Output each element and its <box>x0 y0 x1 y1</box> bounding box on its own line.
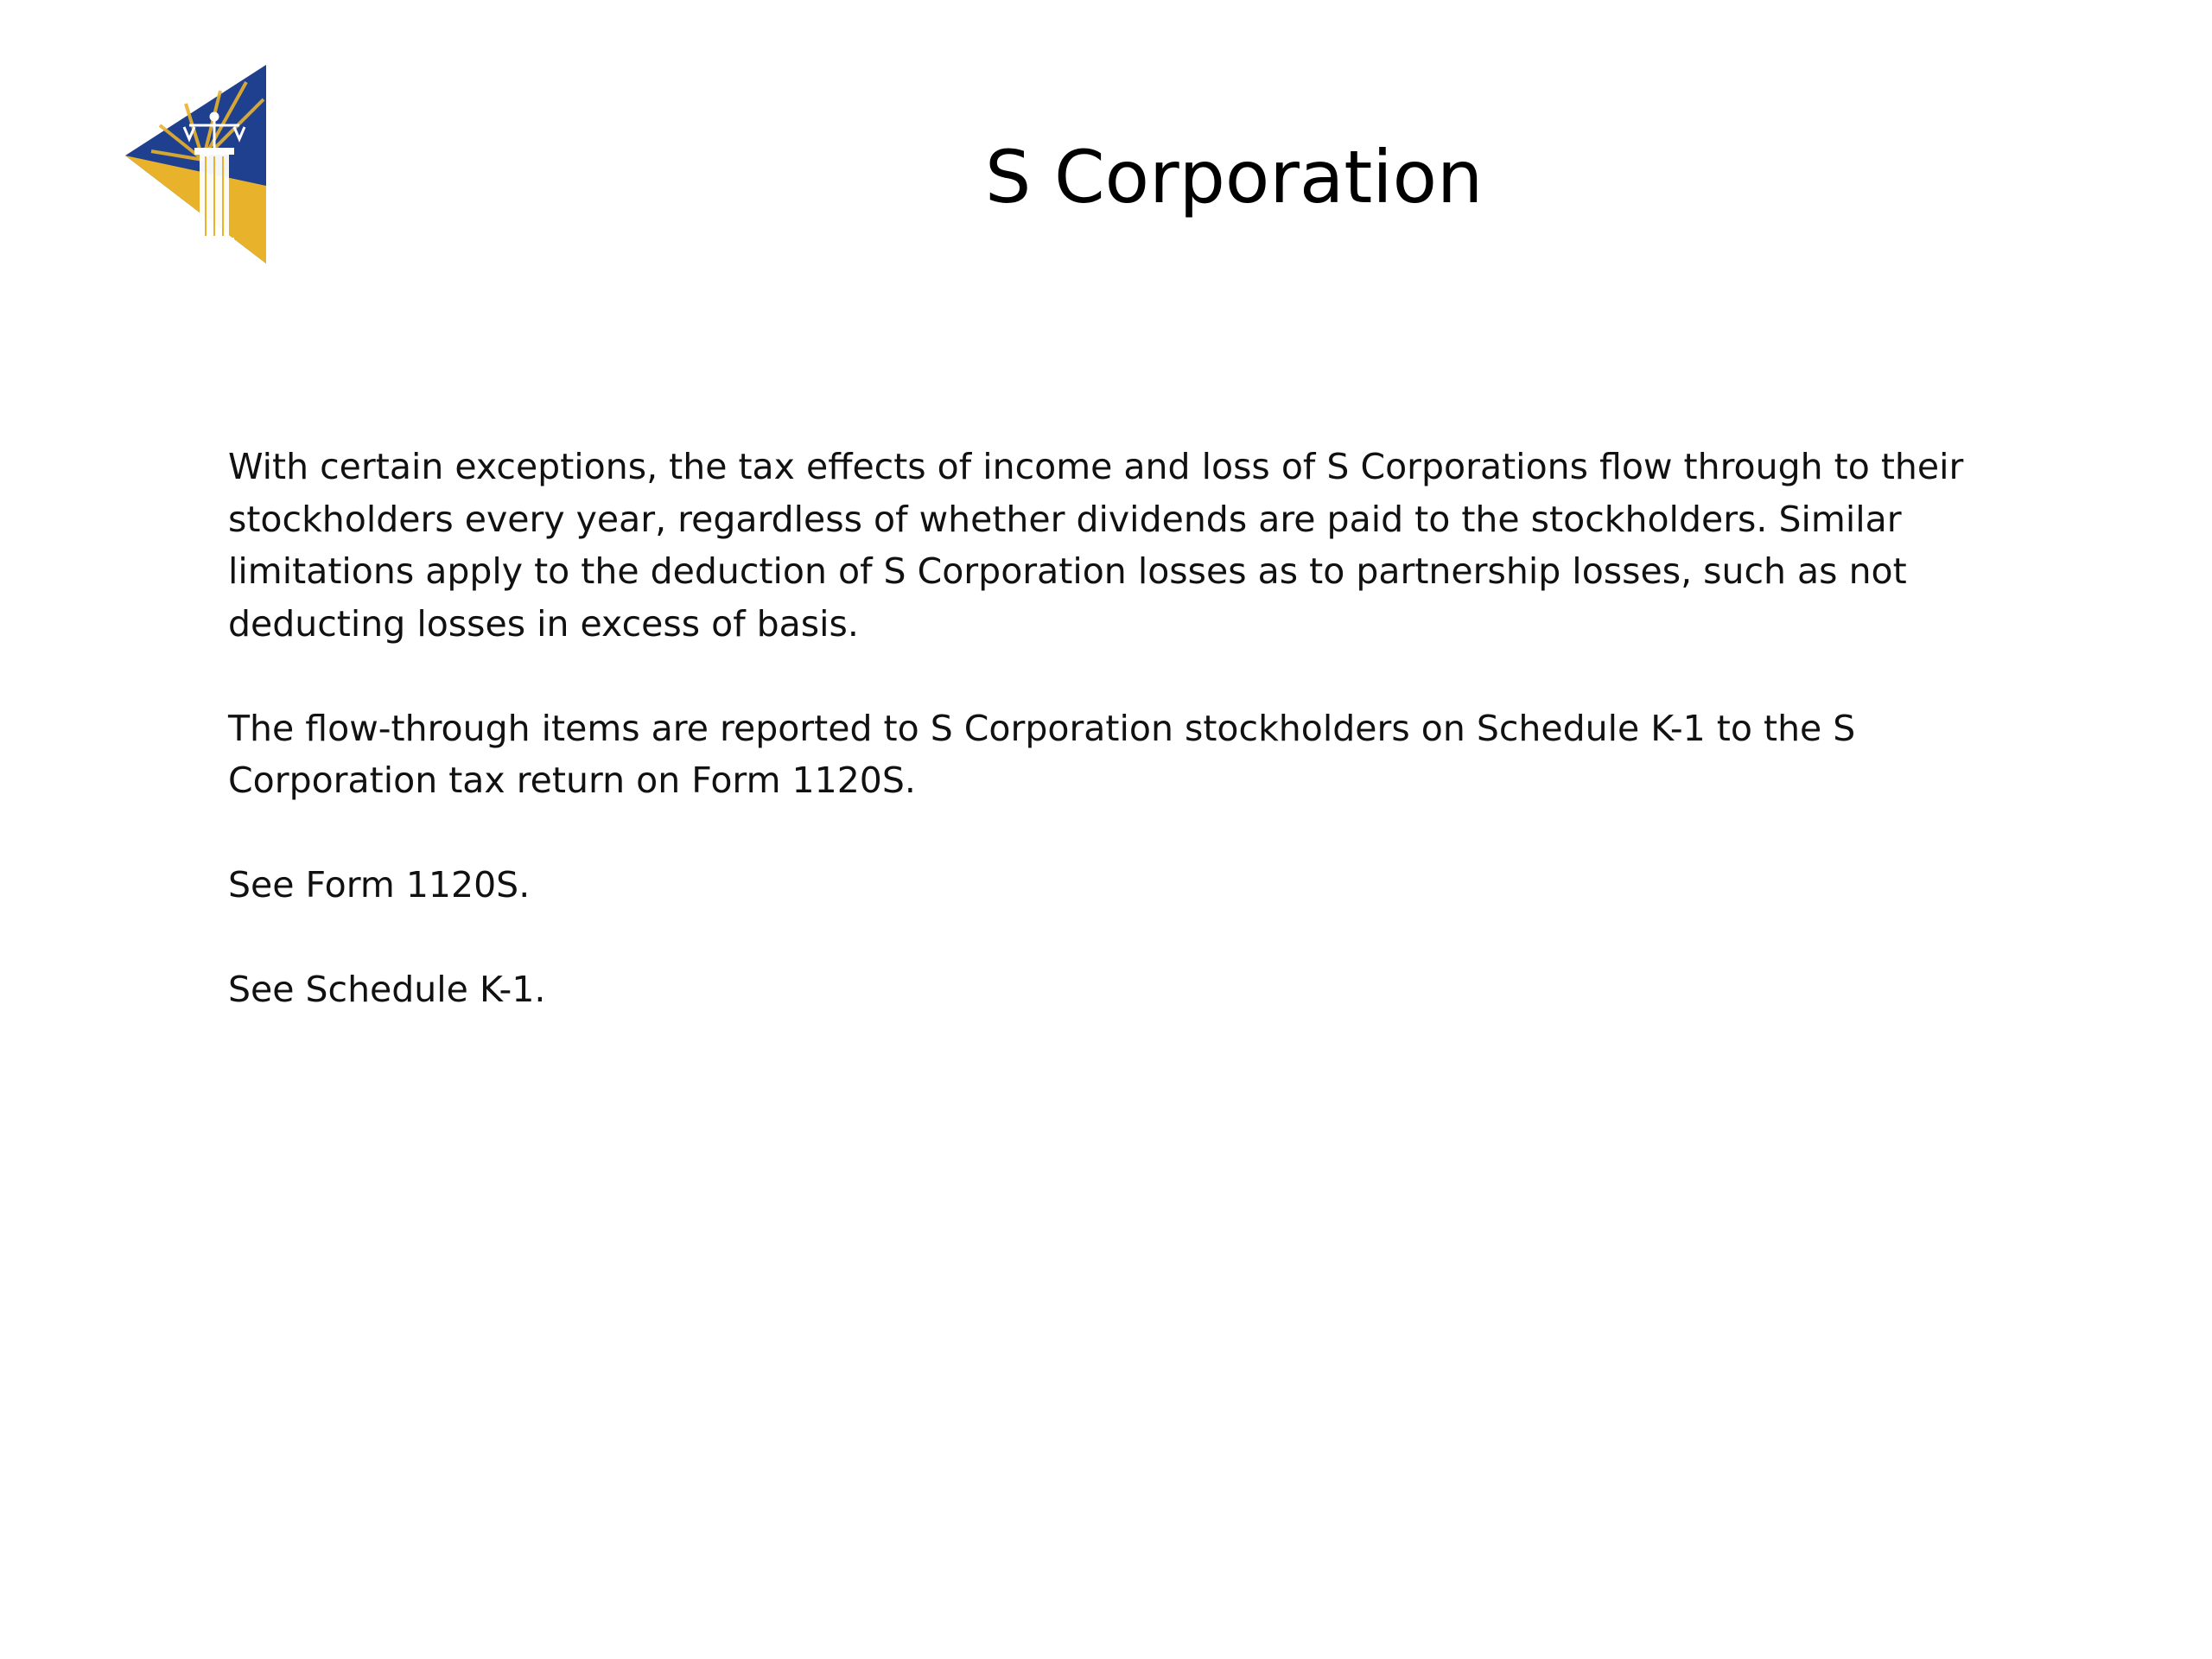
slide-body <box>228 441 2043 1068</box>
body-paragraph-see-form-1120s: See Form 1120S. <box>228 864 531 906</box>
body-paragraph-schedule-k1-reporting: The flow-through items are reported to S Corporation stockholders on Schedule K-1 to the S Corporation tax return on Form 1120S. <box>228 707 1856 801</box>
firm-logo-graphic <box>125 65 445 350</box>
body-paragraph-flow-through: With certain exceptions, the tax effects of income and loss of S Corporations flow through to their stockholders every year, regardless of whether dividends are paid to the stockholders. Similar limitations apply to the deduction of S Corporation losses as to partnership losses, such as not deducting losses in excess of basis. <box>228 446 1964 645</box>
firm-logo <box>125 65 445 350</box>
slide-title: S Corporation <box>985 135 1484 219</box>
body-paragraph-see-schedule-k1: See Schedule K-1. <box>228 969 546 1010</box>
